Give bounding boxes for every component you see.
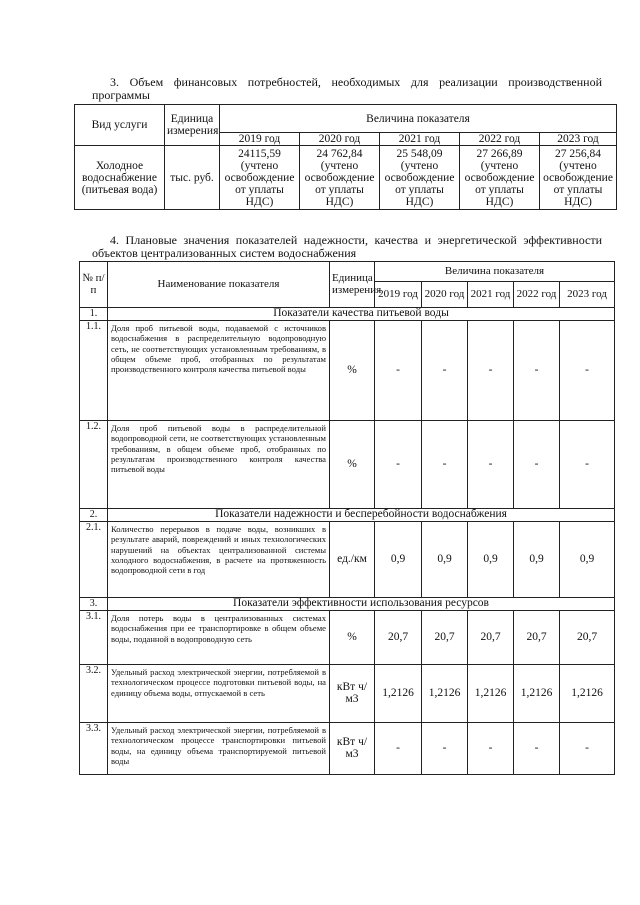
financial-needs-table: [74, 104, 617, 210]
value-cell: 24115,59 (учтено освобождение от уплаты НДС): [220, 146, 300, 210]
indicator-name: Доля проб питьевой воды в распределительной водопроводной сети, не соответствующих установленным требованиям, в общем объеме проб, отобранных по результатам производственного контроля качества питьевой воды: [108, 421, 330, 509]
indicator-name: Удельный расход электрической энергии, потребляемой в технологическом процессе транспортировки питьевой воды, на единицу объема транспортируемой питьевой воды: [108, 723, 330, 775]
indicator-value: 20,7: [375, 611, 422, 665]
header-unit: Единица измерения: [330, 262, 375, 308]
header-year: 2019 год: [375, 282, 422, 308]
indicator-value: -: [422, 421, 468, 509]
section-title: Показатели качества питьевой воды: [108, 308, 615, 321]
row-num: 3.3.: [80, 723, 108, 775]
indicator-value: 0,9: [468, 522, 514, 598]
indicator-value: 1,2126: [514, 665, 560, 723]
indicator-value: -: [560, 421, 615, 509]
indicator-value: 1,2126: [468, 665, 514, 723]
indicator-value: -: [560, 723, 615, 775]
value-cell: 27 266,89 (учтено освобождение от уплаты НДС): [460, 146, 540, 210]
row-num: 1.2.: [80, 421, 108, 509]
header-service: Вид услуги: [75, 105, 165, 146]
value-cell: 24 762,84 (учтено освобождение от уплаты НДС): [300, 146, 380, 210]
section-title: Показатели надежности и бесперебойности водоснабжения: [108, 509, 615, 522]
indicator-unit: кВт ч/м3: [330, 723, 375, 775]
section-num: 2.: [80, 509, 108, 522]
value-cell: 27 256,84 (учтено освобождение от уплаты НДС): [540, 146, 617, 210]
indicator-value: -: [560, 321, 615, 421]
row-num: 1.1.: [80, 321, 108, 421]
section4-heading: 4. Плановые значения показателей надежности, качества и энергетической эффективности объектов централизованных систем водоснабжения: [92, 233, 602, 260]
row-num: 2.1.: [80, 522, 108, 598]
indicator-value: 20,7: [560, 611, 615, 665]
header-num: № п/п: [80, 262, 108, 308]
header-year: 2023 год: [560, 282, 615, 308]
indicator-value: 1,2126: [375, 665, 422, 723]
header-year: 2021 год: [380, 133, 460, 146]
section-title: Показатели эффективности использования ресурсов: [108, 598, 615, 611]
indicator-value: 0,9: [422, 522, 468, 598]
header-unit: Единица измерения: [165, 105, 220, 146]
indicator-value: -: [468, 321, 514, 421]
indicator-value: -: [422, 321, 468, 421]
header-name: Наименование показателя: [108, 262, 330, 308]
indicator-name: Доля потерь воды в централизованных системах водоснабжения при ее транспортировке в общем объеме воды, поданной в водопроводную сеть: [108, 611, 330, 665]
header-year: 2023 год: [540, 133, 617, 146]
header-year: 2021 год: [468, 282, 514, 308]
indicators-table: [79, 261, 615, 775]
section-num: 1.: [80, 308, 108, 321]
indicator-unit: ед./км: [330, 522, 375, 598]
indicator-value: 20,7: [468, 611, 514, 665]
header-year: 2020 год: [422, 282, 468, 308]
row-num: 3.1.: [80, 611, 108, 665]
indicator-name: Удельный расход электрической энергии, потребляемой в технологическом процессе подготовки питьевой воды, на единицу объема воды, отпускаемой в сеть: [108, 665, 330, 723]
indicator-name: Количество перерывов в подаче воды, возникших в результате аварий, повреждений и иных технологических нарушений на объектах централизованной системы холодного водоснабжения, в расчете на протяженность водопроводной сети в год: [108, 522, 330, 598]
indicator-unit: %: [330, 321, 375, 421]
indicator-value: 20,7: [514, 611, 560, 665]
row-num: 3.2.: [80, 665, 108, 723]
indicator-value: -: [422, 723, 468, 775]
header-year: 2020 год: [300, 133, 380, 146]
indicator-value: -: [375, 421, 422, 509]
indicator-value: 0,9: [560, 522, 615, 598]
indicator-value: -: [468, 421, 514, 509]
indicator-value: -: [514, 321, 560, 421]
indicator-unit: %: [330, 421, 375, 509]
unit-cell: тыс. руб.: [165, 146, 220, 210]
header-year: 2022 год: [460, 133, 540, 146]
indicator-value: 1,2126: [422, 665, 468, 723]
value-cell: 25 548,09 (учтено освобождение от уплаты НДС): [380, 146, 460, 210]
indicator-name: Доля проб питьевой воды, подаваемой с источников водоснабжения в распределительную водопроводную сеть, не соответствующих установленным требованиям, в общем объеме проб, отобранных по результатам производственного контроля качества питьевой воды: [108, 321, 330, 421]
indicator-value: 20,7: [422, 611, 468, 665]
indicator-unit: кВт ч/м3: [330, 665, 375, 723]
indicator-unit: %: [330, 611, 375, 665]
section3-heading: 3. Объем финансовых потребностей, необходимых для реализации производственной программы: [92, 75, 602, 102]
indicator-value: -: [375, 723, 422, 775]
indicator-value: 0,9: [375, 522, 422, 598]
indicator-value: -: [514, 723, 560, 775]
indicator-value: 0,9: [514, 522, 560, 598]
section-num: 3.: [80, 598, 108, 611]
header-value: Величина показателя: [220, 105, 617, 133]
header-value: Величина показателя: [375, 262, 615, 282]
header-year: 2022 год: [514, 282, 560, 308]
indicator-value: -: [514, 421, 560, 509]
indicator-value: 1,2126: [560, 665, 615, 723]
indicator-value: -: [375, 321, 422, 421]
service-cell: Холодное водоснабжение (питьевая вода): [75, 146, 165, 210]
indicator-value: -: [468, 723, 514, 775]
header-year: 2019 год: [220, 133, 300, 146]
